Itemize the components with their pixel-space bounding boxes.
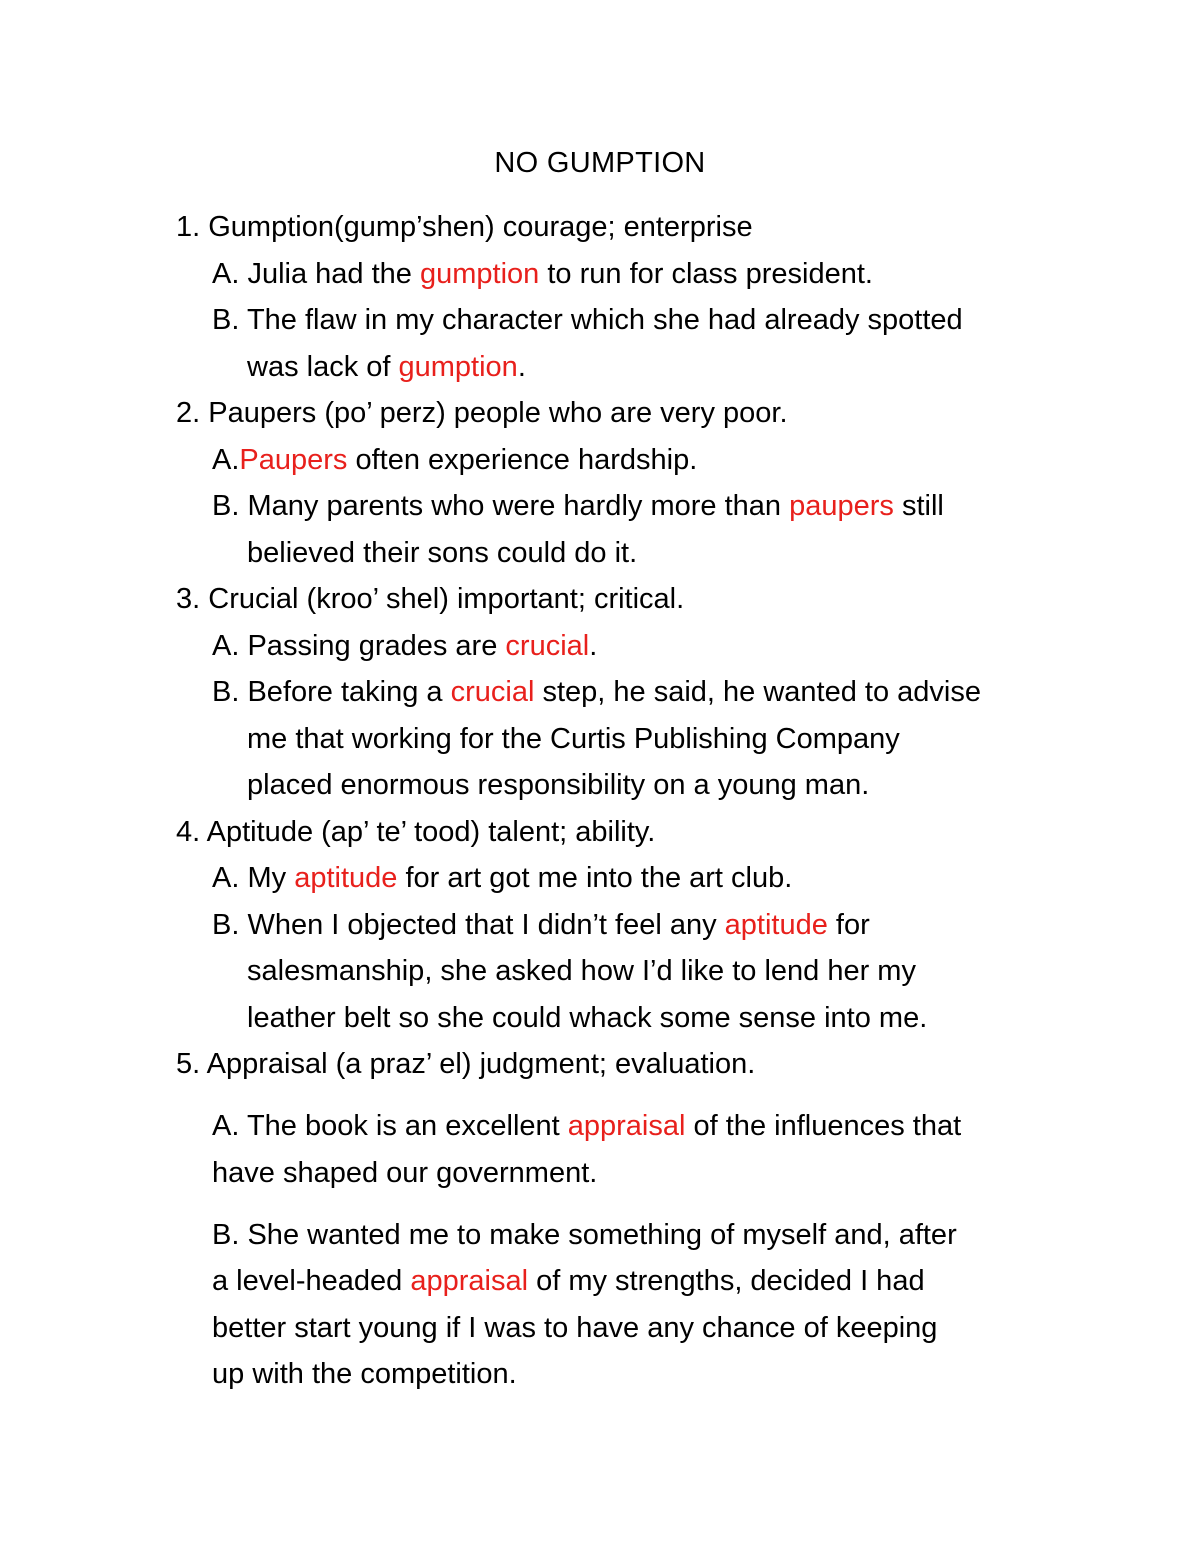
- example-post: to run for class president.: [539, 258, 873, 290]
- entry-4-example-b-cont: leather belt so she could whack some sense into me.: [247, 1002, 928, 1034]
- definition-text: Gumption(gump’shen) courage; enterprise: [208, 211, 753, 243]
- entry-number: 3.: [176, 583, 201, 615]
- example-label: A.: [212, 258, 240, 290]
- example-text: She wanted me to make something of myself and, after: [247, 1219, 957, 1251]
- example-pre: a level-headed: [212, 1265, 411, 1297]
- example-post: for: [827, 909, 870, 941]
- example-post: for art got me into the art club.: [397, 862, 793, 894]
- highlighted-word: Paupers: [239, 444, 348, 476]
- example-label: A.: [212, 444, 240, 476]
- definition-text: Crucial (kroo’ shel) important; critical.: [208, 583, 685, 615]
- highlighted-word: appraisal: [567, 1110, 686, 1142]
- example-label: B.: [212, 676, 240, 708]
- entry-number: 2.: [176, 397, 201, 429]
- highlighted-word: gumption: [398, 351, 518, 383]
- example-label: B.: [212, 490, 240, 522]
- entry-4-example-a: [212, 858, 792, 898]
- example-post: still: [893, 490, 944, 522]
- entry-1-example-b: [212, 300, 963, 340]
- entry-5-example-a-cont: have shaped our government.: [212, 1157, 598, 1189]
- example-pre: Before taking a: [247, 676, 451, 708]
- entry-number: 1.: [176, 211, 201, 243]
- example-pre: Many parents who were hardly more than: [247, 490, 790, 522]
- example-pre: My: [247, 862, 295, 894]
- entry-1-example-b-cont: [247, 347, 526, 387]
- example-pre: Julia had the: [247, 258, 420, 290]
- example-pre: The book is an excellent: [246, 1110, 568, 1142]
- definition-text: Aptitude (ap’ te’ tood) talent; ability.: [206, 816, 656, 848]
- entry-number: 5.: [176, 1048, 201, 1080]
- definition-text: Appraisal (a praz’ el) judgment; evaluation.: [206, 1048, 756, 1080]
- highlighted-word: gumption: [419, 258, 540, 290]
- entry-3-example-a: [212, 626, 597, 666]
- entry-5-example-b-cont: [212, 1261, 925, 1301]
- entry-1-example-a: [212, 254, 873, 294]
- entry-2-example-b: [212, 486, 944, 526]
- entry-3-example-b: [212, 672, 981, 712]
- highlighted-word: crucial: [450, 676, 535, 708]
- entry-2-definition: [176, 393, 788, 433]
- example-text: [247, 258, 872, 290]
- example-label: A.: [212, 1110, 240, 1142]
- entry-5-example-b: [212, 1215, 957, 1255]
- example-pre: Passing grades are: [247, 630, 506, 662]
- definition-text: Paupers (po’ perz) people who are very poor.: [208, 397, 788, 429]
- highlighted-word: appraisal: [410, 1265, 529, 1297]
- entry-number: 4.: [176, 816, 201, 848]
- example-label: A.: [212, 630, 240, 662]
- example-pre: was lack of: [247, 351, 399, 383]
- example-post: often experience hardship.: [347, 444, 698, 476]
- entry-5-example-b-cont: up with the competition.: [212, 1358, 517, 1390]
- highlighted-word: paupers: [789, 490, 894, 522]
- example-post: of my strengths, decided I had: [528, 1265, 925, 1297]
- example-label: B.: [212, 304, 240, 336]
- example-text: The flaw in my character which she had already spotted: [246, 304, 963, 336]
- entry-5-example-b-cont: better start young if I was to have any chance of keeping: [212, 1312, 938, 1344]
- example-post: of the influences that: [685, 1110, 962, 1142]
- entry-5-definition: [176, 1044, 755, 1084]
- page-title: NO GUMPTION: [494, 147, 706, 179]
- entry-4-example-b-cont: salesmanship, she asked how I’d like to lend her my: [247, 955, 916, 987]
- highlighted-word: crucial: [505, 630, 590, 662]
- example-post: step, he said, he wanted to advise: [534, 676, 981, 708]
- entry-4-example-b: [212, 905, 870, 945]
- entry-1-definition: [176, 207, 753, 247]
- entry-3-definition: [176, 579, 684, 619]
- example-pre: When I objected that I didn’t feel any: [247, 909, 725, 941]
- example-post: .: [517, 351, 526, 383]
- example-post: .: [589, 630, 598, 662]
- entry-5-example-a: [212, 1106, 961, 1146]
- highlighted-word: aptitude: [724, 909, 828, 941]
- example-label: B.: [212, 1219, 240, 1251]
- entry-2-example-b-cont: believed their sons could do it.: [247, 537, 638, 569]
- entry-4-definition: [176, 812, 655, 852]
- highlighted-word: aptitude: [294, 862, 398, 894]
- example-label: B.: [212, 909, 240, 941]
- entry-3-example-b-cont: placed enormous responsibility on a young man.: [247, 769, 870, 801]
- entry-2-example-a: [212, 440, 697, 480]
- example-label: A.: [212, 862, 240, 894]
- entry-3-example-b-cont: me that working for the Curtis Publishing Company: [247, 723, 900, 755]
